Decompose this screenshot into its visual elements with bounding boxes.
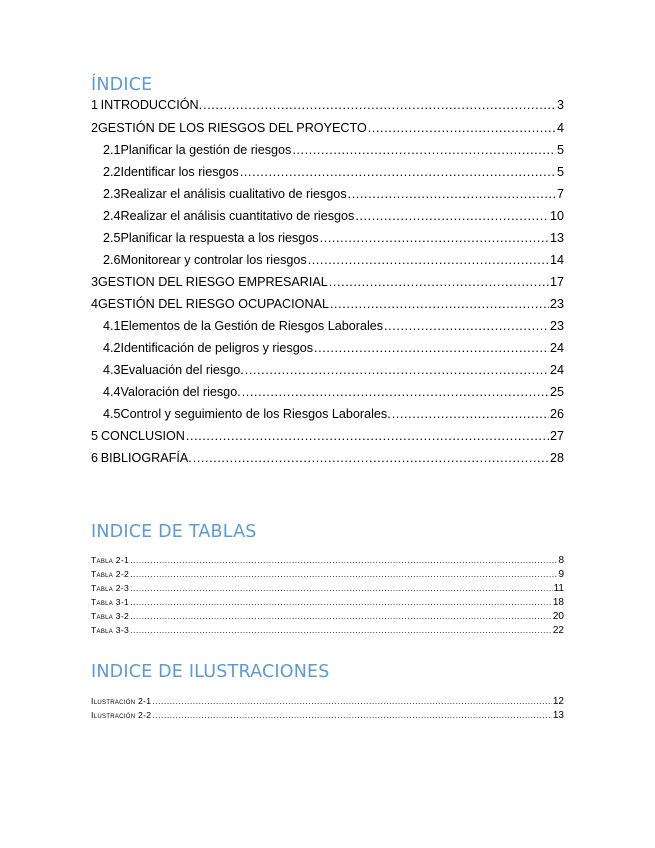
toc-text: BIBLIOGRAFÍA. — [100, 451, 192, 465]
table-entry-page: 11 — [553, 583, 564, 594]
toc-page: 24 — [549, 341, 564, 355]
toc-text: Realizar el análisis cualitativo de riesgos — [120, 187, 347, 201]
table-entry-page: 9 — [558, 569, 564, 580]
toc-entry[interactable] — [103, 340, 564, 356]
toc-number: 4 — [91, 297, 99, 311]
toc-leader — [392, 406, 549, 422]
illustration-entry-text: Ilustración 2-2 — [91, 710, 152, 720]
toc-number: 4.2 — [103, 341, 121, 355]
table-entry-leader — [130, 596, 552, 608]
toc-number: 5 — [91, 429, 99, 443]
toc-leader — [368, 120, 556, 136]
table-entry-text: Tabla 3-2 — [91, 611, 130, 621]
toc-number: 2.4 — [103, 209, 121, 223]
toc-page: 24 — [549, 363, 564, 377]
toc-number: 6 — [91, 451, 99, 465]
toc-number: 2.1 — [103, 143, 121, 157]
toc-leader — [240, 164, 556, 180]
table-entry-text: Tabla 2-3 — [91, 583, 130, 593]
toc-page: 23 — [549, 319, 564, 333]
toc-page: 13 — [549, 231, 564, 245]
toc-text: Realizar el análisis cuantitativo de riesgos — [120, 209, 355, 223]
toc-page: 3 — [556, 98, 564, 112]
toc-number: 4.5 — [103, 407, 121, 421]
table-entry-text: Tabla 2-2 — [91, 569, 130, 579]
toc-number: 2.6 — [103, 253, 121, 267]
table-entry-text: Tabla 3-3 — [91, 625, 130, 635]
toc-page: 28 — [549, 451, 564, 465]
toc-text: GESTION DEL RIESGO EMPRESARIAL — [98, 275, 328, 289]
toc-text: GESTIÓN DE LOS RIESGOS DEL PROYECTO — [98, 121, 367, 135]
toc-text: Identificación de peligros y riesgos — [120, 341, 314, 355]
toc-entry[interactable] — [91, 296, 564, 312]
table-entry-leader — [130, 582, 553, 594]
toc-number: 4.3 — [103, 363, 121, 377]
illustration-entry-leader — [152, 709, 552, 721]
table-entry[interactable] — [91, 624, 564, 636]
toc-leader — [355, 208, 549, 224]
toc-entry[interactable] — [103, 318, 564, 334]
toc-entry[interactable] — [103, 406, 564, 422]
table-entry-page: 18 — [552, 597, 564, 608]
toc-page: 25 — [549, 385, 564, 399]
table-entry[interactable] — [91, 596, 564, 608]
table-entry-page: 22 — [552, 625, 564, 636]
table-entry-leader — [130, 554, 557, 566]
toc-page: 5 — [556, 165, 564, 179]
illustrations-index-title: INDICE DE ILUSTRACIONES — [91, 662, 330, 682]
toc-leader — [292, 142, 556, 158]
table-entry[interactable] — [91, 582, 564, 594]
toc-entry[interactable] — [91, 120, 564, 136]
table-entry-leader — [130, 624, 552, 636]
toc-number: 2 — [91, 121, 99, 135]
toc-entry[interactable] — [91, 274, 564, 290]
table-entry-text: Tabla 3-1 — [91, 597, 130, 607]
toc-leader — [330, 296, 549, 312]
table-entry-page: 8 — [558, 555, 564, 566]
toc-entry[interactable] — [91, 97, 564, 113]
table-entry-leader — [130, 610, 552, 622]
toc-text: INTRODUCCIÓN. — [100, 98, 203, 112]
toc-entry[interactable] — [103, 362, 564, 378]
toc-page: 27 — [549, 429, 564, 443]
table-entry[interactable] — [91, 568, 564, 580]
table-entry-leader — [130, 568, 557, 580]
toc-text: GESTIÓN DEL RIESGO OCUPACIONAL — [98, 297, 329, 311]
toc-leader — [203, 97, 556, 113]
toc-number: 1 — [91, 98, 99, 112]
toc-leader — [308, 252, 549, 268]
toc-page: 14 — [549, 253, 564, 267]
toc-page: 17 — [549, 275, 564, 289]
toc-text: Planificar la respuesta a los riesgos — [120, 231, 319, 245]
toc-page: 26 — [549, 407, 564, 421]
index-title: ÍNDICE — [91, 75, 153, 95]
toc-leader — [384, 318, 549, 334]
toc-number: 4.1 — [103, 319, 121, 333]
toc-entry[interactable] — [103, 252, 564, 268]
toc-number: 4.4 — [103, 385, 121, 399]
toc-page: 5 — [556, 143, 564, 157]
table-entry-page: 20 — [552, 611, 564, 622]
toc-entry[interactable] — [91, 428, 564, 444]
toc-page: 7 — [556, 187, 564, 201]
toc-page: 10 — [549, 209, 564, 223]
illustration-entry[interactable] — [91, 695, 564, 707]
toc-leader — [245, 362, 549, 378]
table-entry[interactable] — [91, 554, 564, 566]
toc-text: Planificar la gestión de riesgos — [120, 143, 292, 157]
tables-index-title: INDICE DE TABLAS — [91, 522, 257, 542]
table-entry-text: Tabla 2-1 — [91, 555, 130, 565]
toc-entry[interactable] — [103, 230, 564, 246]
illustration-entry-text: Ilustración 2-1 — [91, 696, 152, 706]
toc-leader — [193, 450, 549, 466]
illustration-entry[interactable] — [91, 709, 564, 721]
toc-page: 23 — [549, 297, 564, 311]
toc-number: 2.3 — [103, 187, 121, 201]
toc-entry[interactable] — [103, 164, 564, 180]
toc-entry[interactable] — [103, 186, 564, 202]
toc-number: 3 — [91, 275, 99, 289]
illustration-entry-leader — [152, 695, 552, 707]
toc-entry[interactable] — [103, 142, 564, 158]
toc-text: CONCLUSION — [100, 429, 185, 443]
illustration-entry-page: 13 — [552, 710, 564, 721]
toc-text: Control y seguimiento de los Riesgos Laborales. — [120, 407, 391, 421]
toc-leader — [348, 186, 556, 202]
toc-leader — [242, 384, 549, 400]
toc-entry[interactable] — [103, 384, 564, 400]
toc-entry[interactable] — [91, 450, 564, 466]
toc-leader — [329, 274, 549, 290]
toc-page: 4 — [556, 121, 564, 135]
toc-text: Valoración del riesgo. — [120, 385, 241, 399]
toc-leader — [186, 428, 549, 444]
toc-leader — [314, 340, 549, 356]
toc-text: Elementos de la Gestión de Riesgos Laborales — [120, 319, 384, 333]
toc-number: 2.5 — [103, 231, 121, 245]
illustration-entry-page: 12 — [552, 696, 564, 707]
toc-number: 2.2 — [103, 165, 121, 179]
toc-leader — [320, 230, 549, 246]
toc-text: Monitorear y controlar los riesgos — [120, 253, 307, 267]
table-entry[interactable] — [91, 610, 564, 622]
toc-entry[interactable] — [103, 208, 564, 224]
toc-text: Identificar los riesgos — [120, 165, 239, 179]
toc-text: Evaluación del riesgo. — [120, 363, 244, 377]
